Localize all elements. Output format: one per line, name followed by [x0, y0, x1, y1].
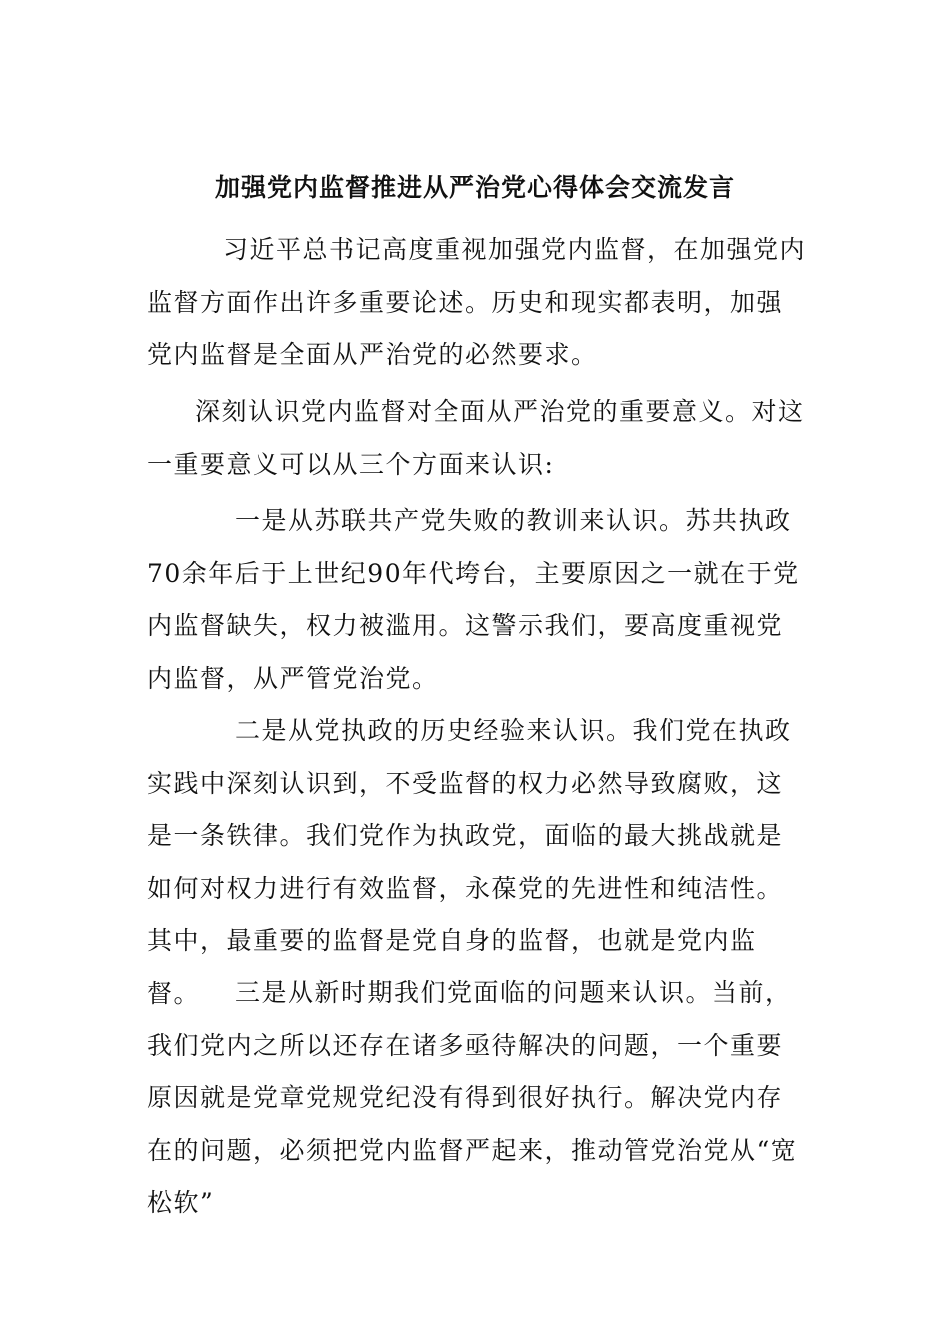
paragraph-point-two: 二是从党执政的历史经验来认识。我们党在执政实践中深刻认识到，不受监督的权力必然导致腐败，这是一条铁律。我们党作为执政党，面临的最大挑战就是如何对权力进行有效监督，永葆党的先进性和纯洁性。其中，最重要的监督是党自身的监督，也就是党内监督。	[147, 716, 792, 1008]
paragraph-point-three: 三是从新时期我们党面临的问题来认识。当前，我们党内之所以还存在诸多亟待解决的问题，一个重要原因就是党章党规党纪没有得到很好执行。解决党内存在的问题，必须把党内监督严起来，推动管党治党从“宽松软”	[147, 978, 798, 1217]
document-title: 加强党内监督推进从严治党心得体会交流发言	[214, 173, 735, 202]
paragraph-significance: 深刻认识党内监督对全面从严治党的重要意义。对这一重要意义可以从三个方面来认识:	[147, 397, 805, 479]
paragraph-intro: 习近平总书记高度重视加强党内监督，在加强党内监督方面作出许多重要论述。历史和现实都表明，加强党内监督是全面从严治党的必然要求。	[147, 235, 807, 369]
paragraph-point-one: 一是从苏联共产党失败的教训来认识。苏共执政70余年后于上世纪90年代垮台，主要原因之一就在于党内监督缺失，权力被滥用。这警示我们，要高度重视党内监督，从严管党治党。	[147, 506, 800, 693]
